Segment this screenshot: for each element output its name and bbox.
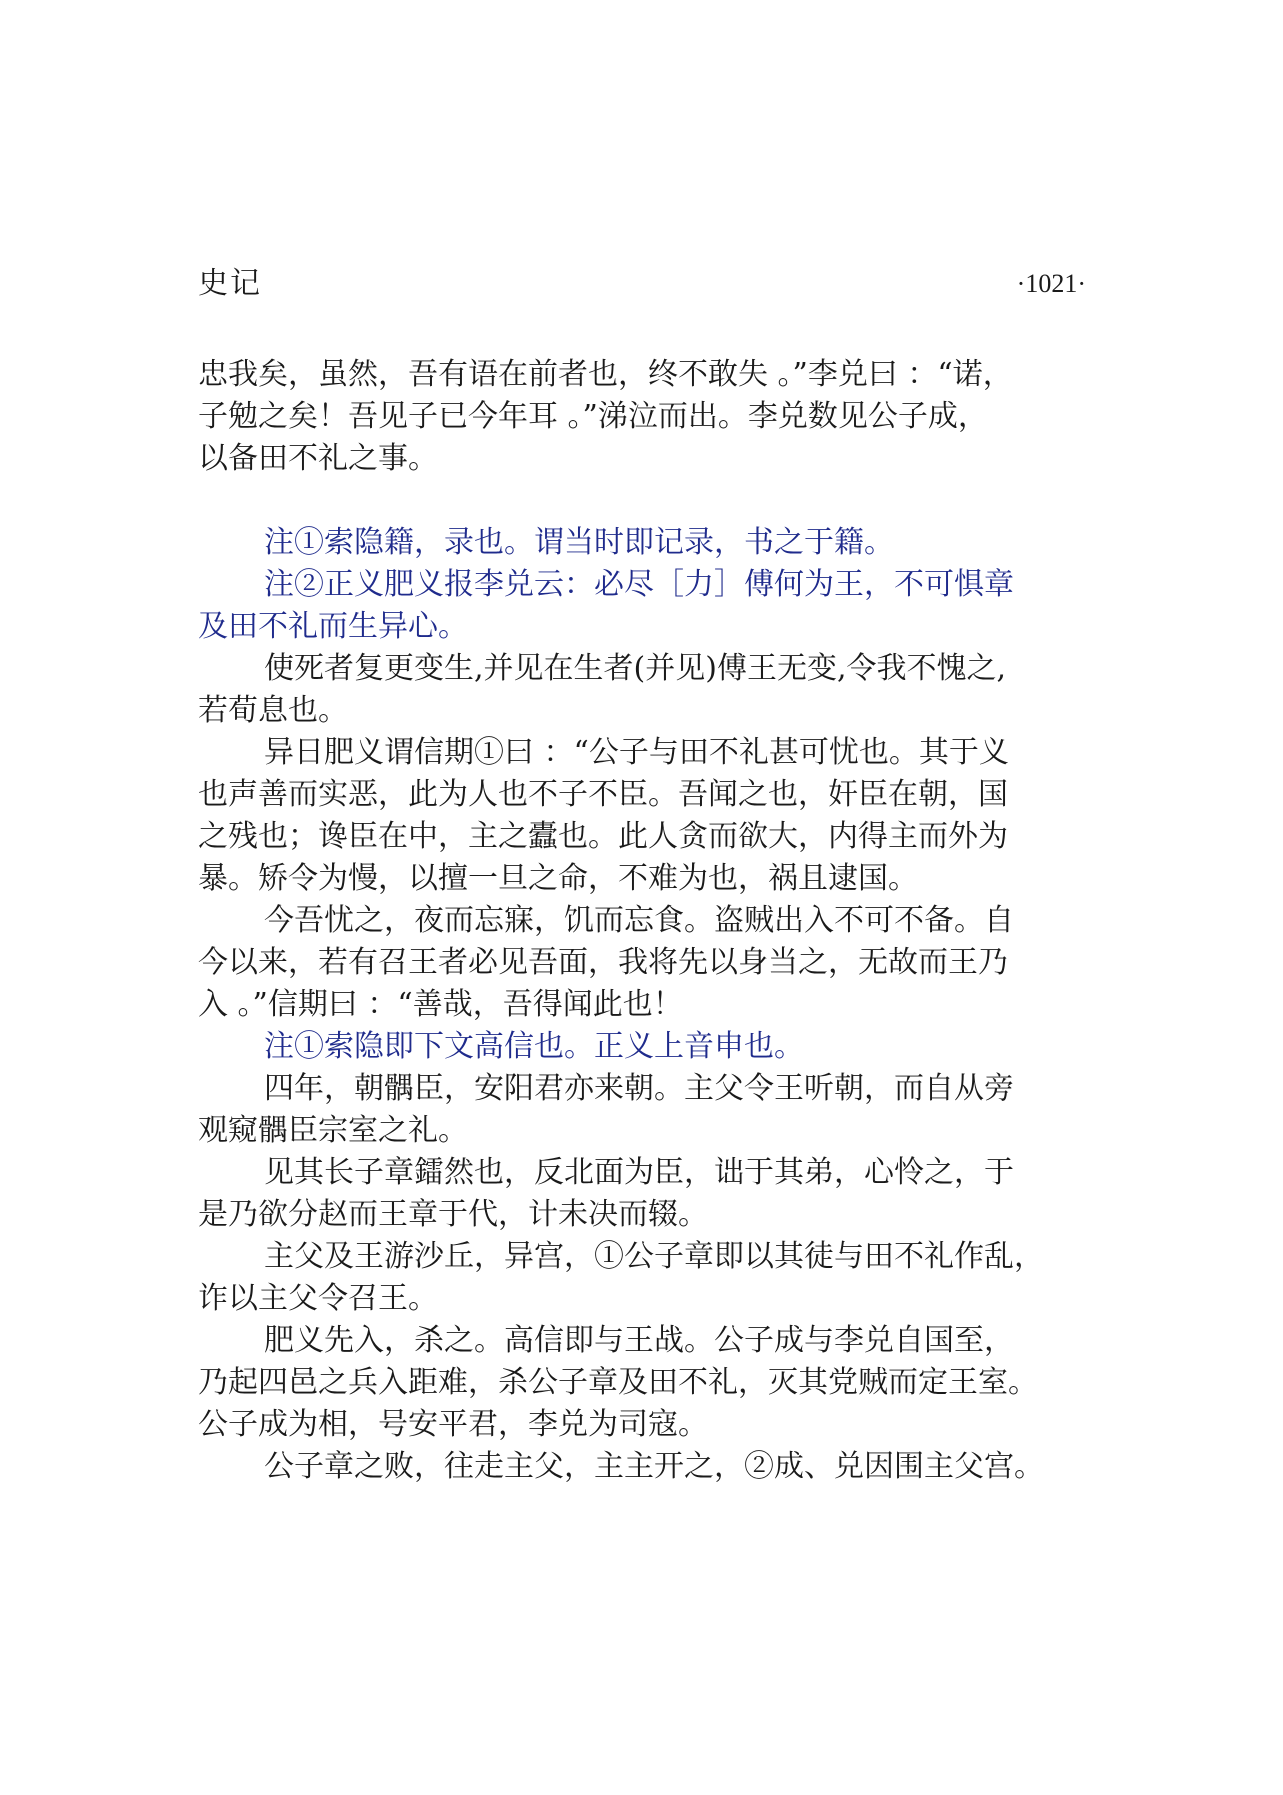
text-line: 忠我矣，虽然，吾有语在前者也，终不敢失 。”李兑曰 ：“诺， bbox=[198, 357, 1013, 392]
text-line: 是乃欲分赵而王章于代，计未决而辍。 bbox=[198, 1197, 708, 1232]
text-line: 主父及王游沙丘，异宫，①公子章即以其徒与田不礼作乱， bbox=[264, 1239, 1044, 1274]
annotation-line: 及田不礼而生异心。 bbox=[198, 609, 468, 644]
text-line: 乃起四邑之兵入距难，杀公子章及田不礼，灭其党贼而定王室。 bbox=[198, 1365, 1038, 1400]
text-line: 暴。矫令为慢，以擅一旦之命，不难为也，祸且逮国。 bbox=[198, 861, 918, 896]
text-line: 见其长子章鐳然也，反北面为臣，诎于其弟，心怜之，于 bbox=[264, 1155, 1014, 1190]
text-line: 若荀息也。 bbox=[198, 693, 348, 728]
text-line: 观窥髃臣宗室之礼。 bbox=[198, 1113, 468, 1148]
annotation-line: 注①索隐即下文高信也。正义上音申也。 bbox=[264, 1029, 804, 1064]
paragraph-gap bbox=[198, 480, 1098, 522]
text-line: 子勉之矣！吾见子已今年耳 。”涕泣而出。李兑数见公子成， bbox=[198, 399, 988, 434]
annotation-line: 注①索隐籍，录也。谓当时即记录，书之于籍。 bbox=[264, 525, 894, 560]
text-line: 今吾忧之，夜而忘寐，饥而忘食。盗贼出入不可不备。自 bbox=[264, 903, 1014, 938]
text-line: 四年，朝髃臣，安阳君亦来朝。主父令王听朝，而自从旁 bbox=[264, 1071, 1014, 1106]
text-line: 入 。”信期曰 ：“善哉，吾得闻此也！ bbox=[198, 987, 683, 1022]
text-line: 公子章之败，往走主父，主主开之，②成、兑因围主父宫。 bbox=[264, 1449, 1044, 1484]
text-line: 以备田不礼之事。 bbox=[198, 441, 438, 476]
page-header bbox=[198, 262, 1086, 306]
text-line: 公子成为相，号安平君，李兑为司寇。 bbox=[198, 1407, 708, 1442]
text-line: 使死者复更变生,并见在生者(并见)傅王无变,令我不愧之, bbox=[264, 651, 1007, 686]
text-line: 之残也；谗臣在中，主之蠹也。此人贪而欲大，内得主而外为 bbox=[198, 819, 1008, 854]
text-line: 今以来，若有召王者必见吾面，我将先以身当之，无故而王乃 bbox=[198, 945, 1008, 980]
text-line: 也声善而实恶，此为人也不子不臣。吾闻之也，奸臣在朝，国 bbox=[198, 777, 1008, 812]
text-line: 肥义先入，杀之。高信即与王战。公子成与李兑自国至， bbox=[264, 1323, 1014, 1358]
page-number: ·1021· bbox=[1016, 269, 1086, 298]
body-text bbox=[198, 354, 1098, 1488]
book-title: 史记 bbox=[198, 266, 262, 301]
text-line: 诈以主父令召王。 bbox=[198, 1281, 438, 1316]
annotation-line: 注②正义肥义报李兑云：必尽［力］傅何为王，不可惧章 bbox=[264, 567, 1014, 602]
text-line: 异日肥义谓信期①曰 ：“公子与田不礼甚可忧也。其于义 bbox=[264, 735, 1009, 770]
